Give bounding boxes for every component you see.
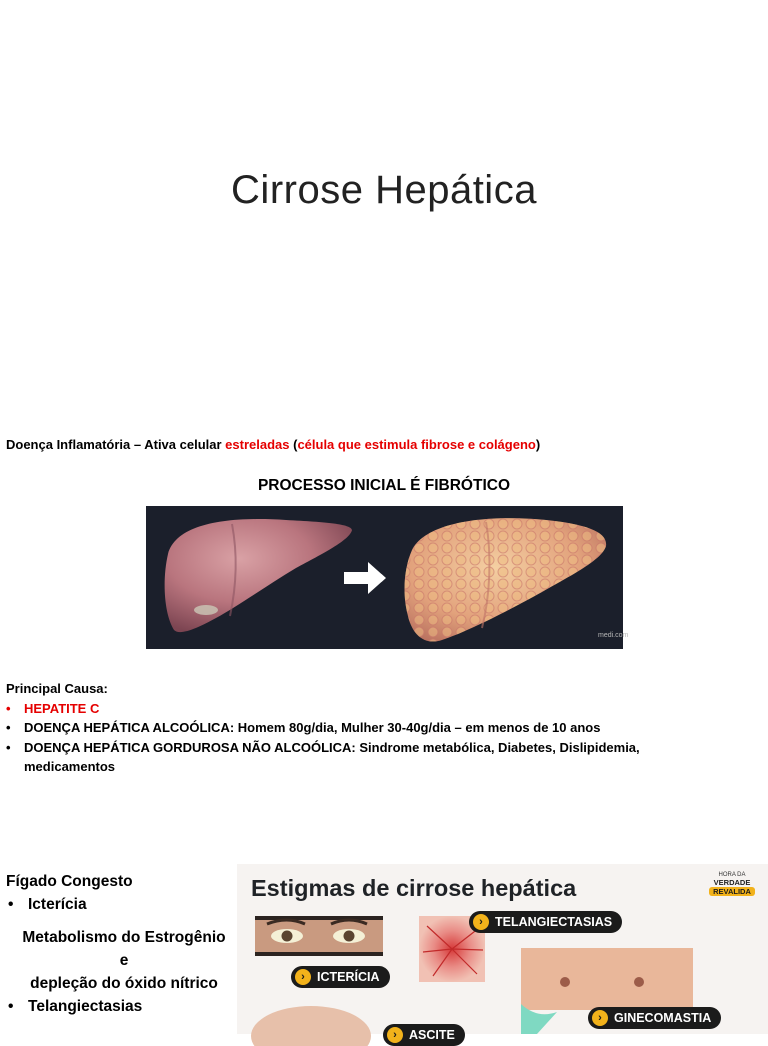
slide-title bbox=[0, 0, 768, 420]
intro-part1: Doença Inflamatória – Ativa celular bbox=[6, 437, 226, 452]
label-ictericia: › ICTERÍCIA bbox=[291, 966, 390, 988]
label-ginecomastia: › GINECOMASTIA bbox=[588, 1007, 721, 1029]
and-line: e bbox=[119, 952, 129, 969]
gynecomastia-icon bbox=[521, 948, 693, 1010]
nitric-oxide-line: depleção do óxido nítrico bbox=[30, 975, 218, 992]
brand-logo bbox=[702, 872, 762, 897]
liver-comparison-image bbox=[146, 506, 629, 649]
label-ascite: › ASCITE bbox=[383, 1024, 465, 1046]
intro-highlight-fibrose: célula que estimula fibrose e colágeno bbox=[297, 437, 536, 452]
fibrotic-process-heading: PROCESSO INICIAL É FIBRÓTICO bbox=[257, 477, 511, 494]
image-watermark: medi.com bbox=[598, 632, 629, 639]
congestion-heading: Fígado Congesto bbox=[6, 873, 133, 890]
bullet-ictericia: • Icterícia bbox=[6, 893, 242, 916]
label-telangiectasias: › TELANGIECTASIAS bbox=[469, 911, 622, 933]
intro-line bbox=[6, 437, 540, 452]
intro-paren-open: ( bbox=[289, 437, 298, 452]
cause-item-hepatite: • HEPATITE C bbox=[6, 699, 706, 719]
brand-revalida: REVALIDA bbox=[709, 887, 755, 896]
cause-item-gordurosa: • DOENÇA HEPÁTICA GORDUROSA NÃO ALCOÓLICA: Sindrome metabólica, Diabetes, Dislipidemia, medicamentos bbox=[6, 738, 706, 777]
cause-item-alcoolica: • DOENÇA HEPÁTICA ALCOÓLICA: Homem 80g/dia, Mulher 30-40g/dia – em menos de 10 anos bbox=[6, 718, 706, 738]
slide-title-heading: Cirrose Hepática bbox=[231, 168, 537, 212]
slide-stigmas bbox=[0, 856, 768, 1042]
chevron-right-icon: › bbox=[473, 914, 489, 930]
intro-paren-close: ) bbox=[535, 437, 541, 452]
bullet-telangiectasias: • Telangiectasias bbox=[6, 995, 242, 1018]
cause-list bbox=[6, 699, 706, 777]
brand-hora: HORA DA bbox=[718, 872, 746, 878]
intro-highlight-estreladas: estreladas bbox=[225, 437, 290, 452]
brand-verdade: VERDADE bbox=[713, 878, 751, 887]
slide-causes bbox=[0, 420, 768, 844]
spacer bbox=[6, 916, 242, 926]
stigmas-title: Estigmas de cirrose hepática bbox=[251, 875, 577, 901]
chevron-right-icon: › bbox=[592, 1010, 608, 1026]
congestion-text bbox=[6, 870, 242, 1018]
stigmas-image bbox=[237, 864, 768, 1042]
estrogen-line: Metabolismo do Estrogênio bbox=[22, 929, 226, 946]
principal-cause-label: Principal Causa: bbox=[6, 681, 108, 696]
ascites-icon bbox=[251, 1006, 371, 1046]
principal-cause-section bbox=[6, 679, 706, 777]
chevron-right-icon: › bbox=[295, 969, 311, 985]
chevron-right-icon: › bbox=[387, 1027, 403, 1043]
